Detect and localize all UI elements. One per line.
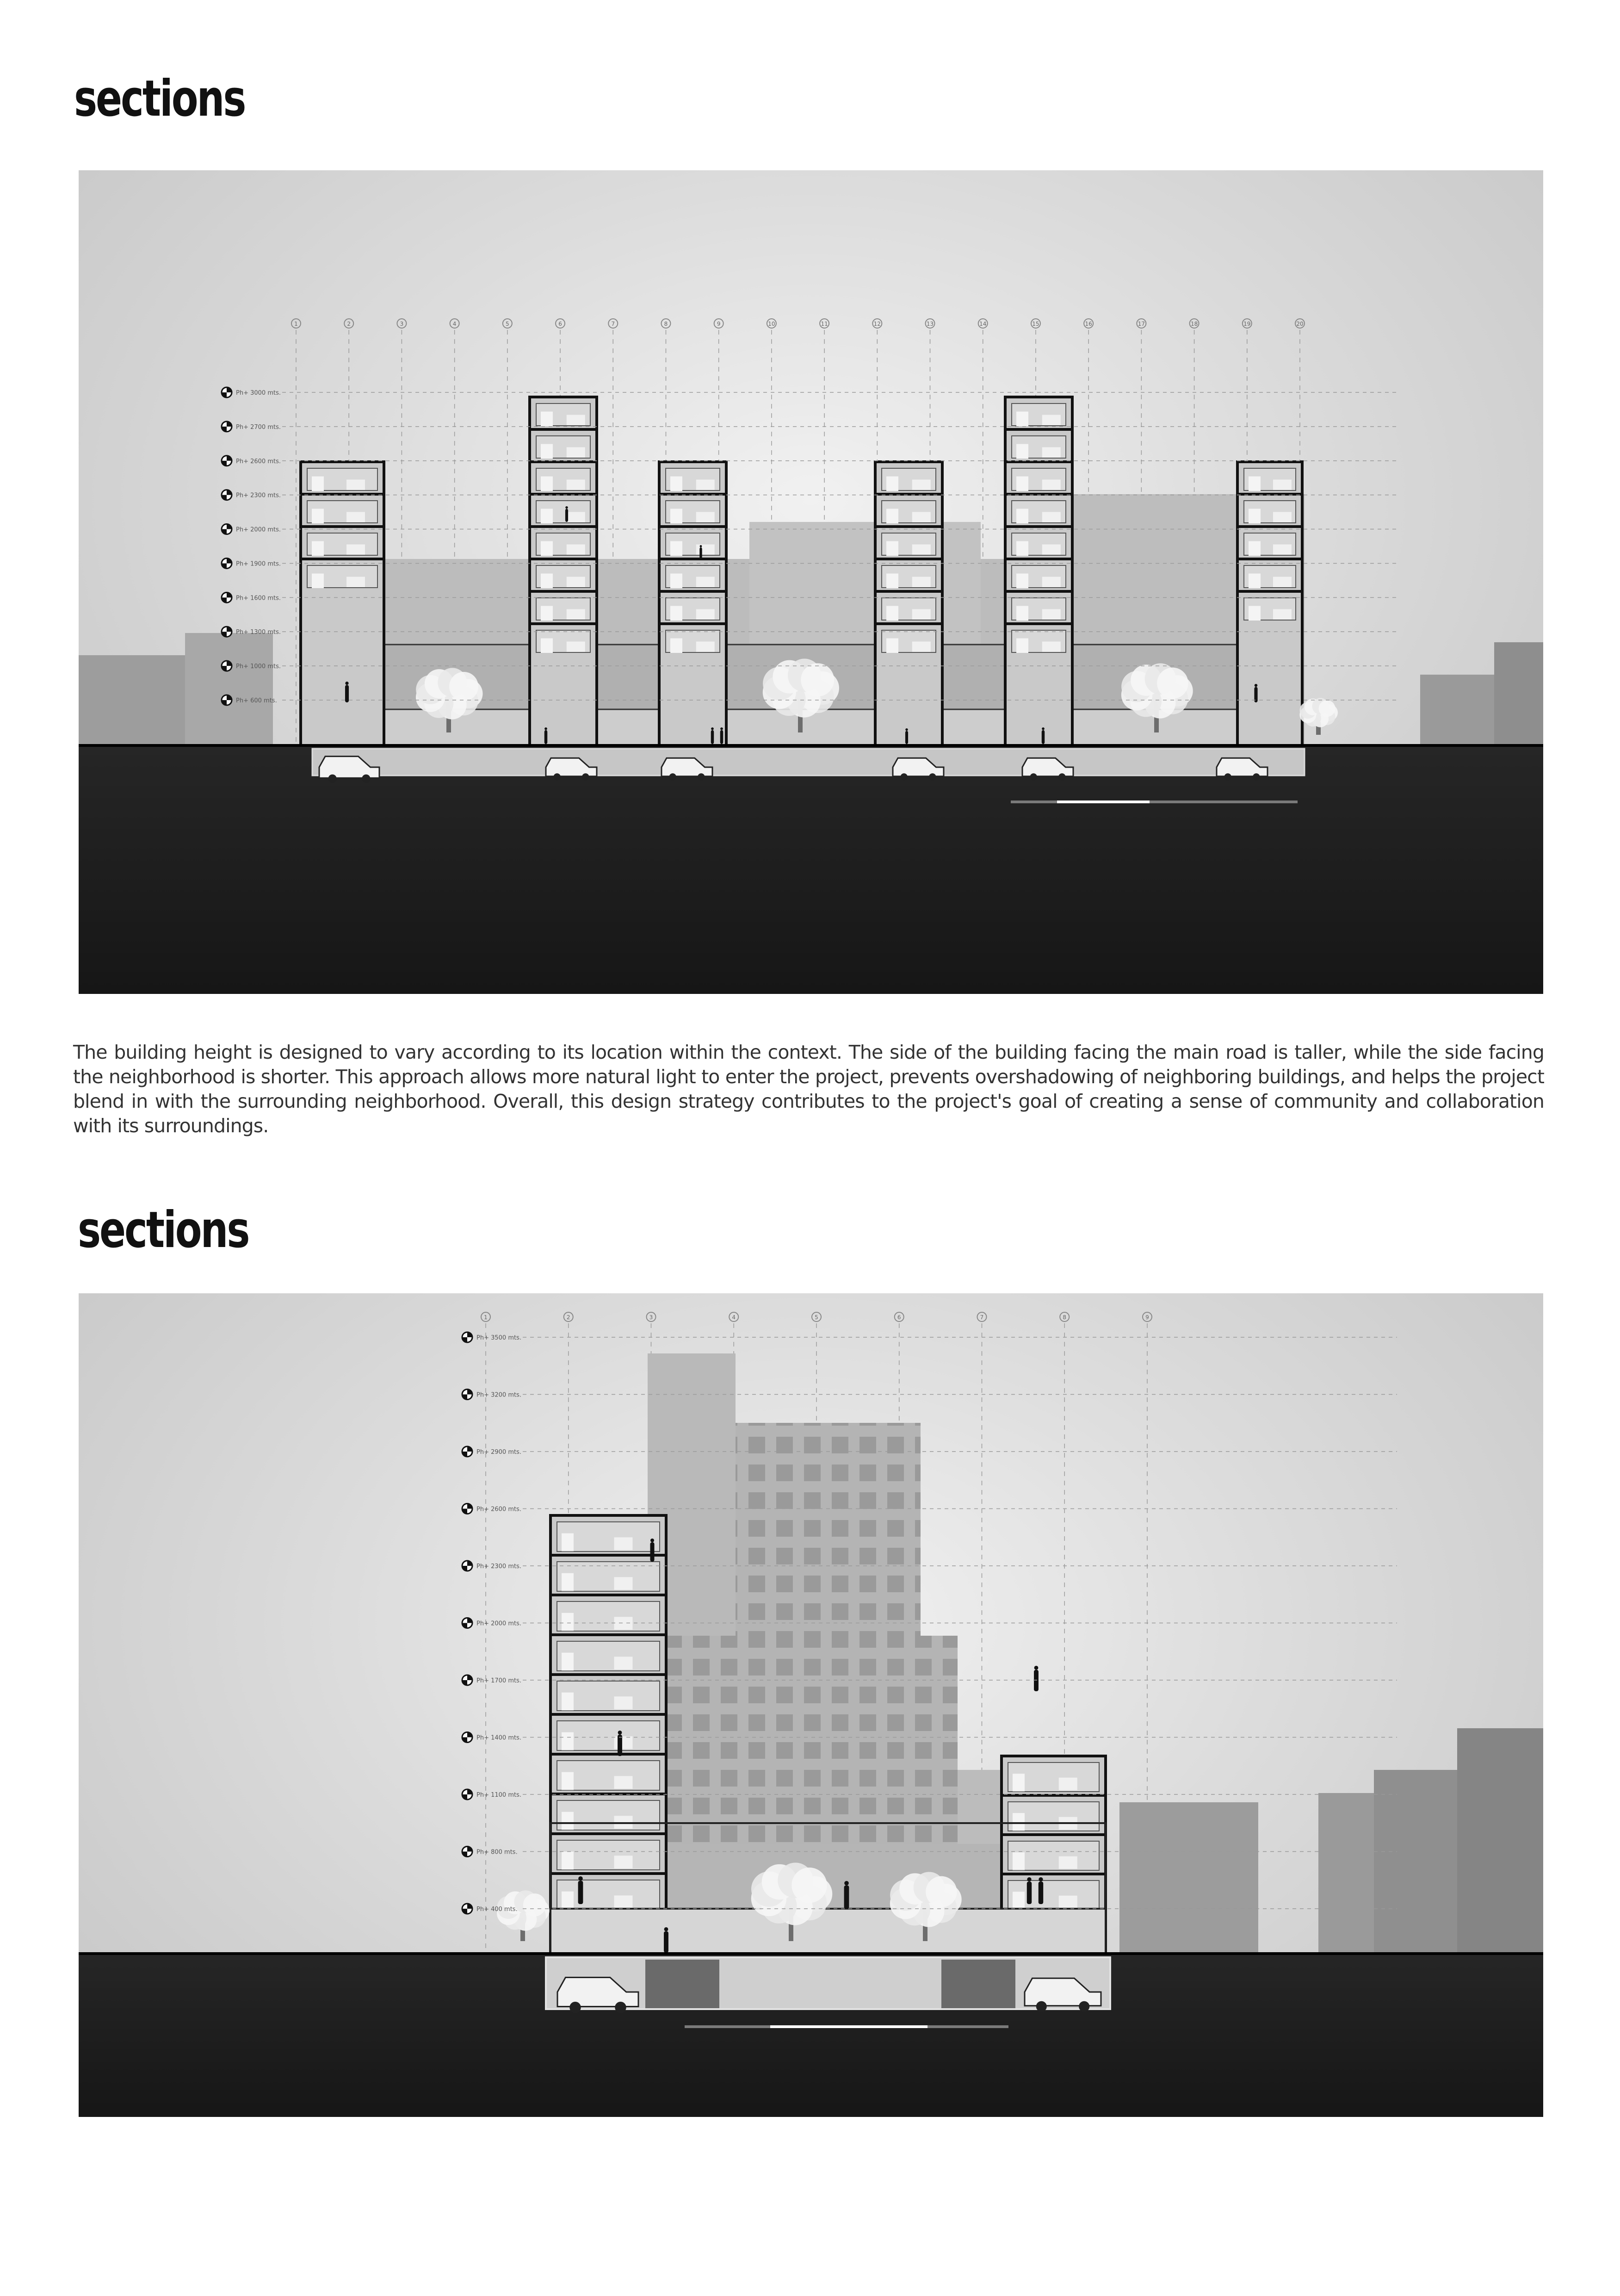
furniture (1016, 509, 1028, 524)
furniture (541, 477, 553, 491)
grid-mark-label: 13 (926, 321, 934, 327)
grid-mark-label: 5 (815, 1314, 818, 1321)
scale-bar-icon (1011, 800, 1298, 803)
furniture (1249, 509, 1261, 524)
person-body (720, 730, 723, 744)
car-wheel (1030, 773, 1037, 780)
grid-mark-label: 12 (873, 321, 881, 327)
grid-mark-label: 9 (1145, 1314, 1149, 1321)
tree-canopy (926, 1876, 957, 1908)
furniture (670, 477, 682, 491)
level-label: Ph+ 800 mts. (476, 1849, 518, 1856)
person-head (700, 545, 702, 547)
furniture (696, 480, 715, 490)
level-marker (462, 1504, 1397, 1514)
grid-mark-label: 3 (649, 1314, 653, 1321)
tree-canopy (449, 672, 478, 701)
furniture (912, 480, 931, 490)
car-wheel (569, 2002, 581, 2013)
furniture (886, 639, 898, 653)
grid-mark-label: 2 (347, 321, 351, 327)
tower-section (875, 462, 942, 745)
person-head (345, 682, 348, 685)
furniture (541, 639, 553, 653)
grid-mark-label: 7 (980, 1314, 984, 1321)
person-head (664, 1927, 668, 1931)
grid-mark-label: 7 (611, 321, 615, 327)
basement-ramp (941, 1960, 1015, 2008)
person-body (578, 1881, 583, 1904)
grid-mark-label: 8 (664, 321, 668, 327)
furniture (1016, 639, 1028, 653)
furniture (1059, 1896, 1077, 1908)
level-label: Ph+ 600 mts. (236, 697, 277, 704)
furniture (696, 577, 715, 587)
tower-section (530, 397, 597, 745)
car-wheel (669, 773, 676, 780)
grid-mark-label: 3 (400, 321, 404, 327)
grid-mark-label: 2 (566, 1314, 570, 1321)
furniture (696, 545, 715, 555)
furniture (670, 509, 682, 524)
person-body (1027, 1881, 1032, 1904)
furniture (346, 512, 365, 522)
level-label: Ph+ 1300 mts. (236, 629, 281, 636)
furniture (670, 639, 682, 653)
furniture (696, 642, 715, 652)
level-marker (222, 387, 1397, 397)
car-wheel (901, 773, 908, 780)
furniture (346, 577, 365, 587)
furniture (312, 477, 324, 491)
back-building-volume (361, 494, 1305, 768)
level-label: Ph+ 2600 mts. (476, 1506, 521, 1513)
furniture (567, 447, 585, 458)
furniture (541, 412, 553, 427)
tower-section (1005, 397, 1072, 745)
furniture (886, 477, 898, 491)
furniture (1016, 606, 1028, 621)
person-body (565, 509, 568, 522)
scale-bar-icon (685, 2025, 1008, 2028)
furniture (1016, 444, 1028, 459)
grid-mark-label: 18 (1190, 321, 1198, 327)
furniture (1042, 609, 1061, 620)
level-label: Ph+ 1900 mts. (236, 560, 281, 568)
furniture (562, 1772, 574, 1790)
basement-box (312, 749, 1305, 776)
car-wheel (1079, 2001, 1089, 2012)
person-head (650, 1539, 654, 1542)
car-wheel (554, 773, 561, 780)
furniture (912, 512, 931, 522)
ground-slab (79, 745, 1543, 994)
person-body (1039, 1881, 1043, 1904)
context-buildings (1119, 1728, 1543, 1954)
furniture (670, 606, 682, 621)
grid-mark-label: 11 (821, 321, 828, 327)
level-marker (222, 456, 1397, 466)
furniture (312, 574, 324, 589)
furniture (1042, 577, 1061, 587)
level-label: Ph+ 1000 mts. (236, 663, 281, 670)
grid-mark-label: 4 (732, 1314, 736, 1321)
tower-section (1237, 462, 1302, 745)
car-wheel (1224, 773, 1231, 780)
tree-canopy (523, 1893, 546, 1917)
furniture (1249, 606, 1261, 621)
furniture (541, 444, 553, 459)
furniture (1013, 1892, 1025, 1909)
furniture (562, 1732, 574, 1750)
level-label: Ph+ 2300 mts. (476, 1563, 521, 1570)
level-label: Ph+ 1700 mts. (476, 1677, 521, 1684)
furniture (670, 574, 682, 589)
grid-mark-label: 5 (506, 321, 509, 327)
furniture (562, 1812, 574, 1830)
furniture (614, 1577, 633, 1590)
grid-mark-label: 16 (1085, 321, 1092, 327)
furniture (562, 1613, 574, 1631)
furniture (614, 1895, 633, 1908)
person-body (699, 547, 702, 559)
person-head (720, 727, 723, 730)
person-head (905, 728, 908, 731)
car-wheel (698, 773, 705, 780)
tree-icon (497, 1890, 550, 1941)
grid-mark-label: 4 (452, 321, 457, 327)
furniture (1042, 512, 1061, 522)
person-body (345, 685, 349, 702)
person-body (1034, 1670, 1039, 1691)
furniture (567, 480, 585, 490)
level-marker (462, 1446, 1397, 1457)
furniture (1042, 642, 1061, 652)
car-wheel (1253, 773, 1260, 780)
level-marker (462, 1332, 1397, 1342)
grid-mark-label: 15 (1032, 321, 1039, 327)
car-wheel (582, 773, 589, 780)
person-body (544, 730, 547, 744)
furniture (312, 541, 324, 556)
furniture (886, 509, 898, 524)
furniture (1013, 1852, 1025, 1870)
level-label: Ph+ 2000 mts. (476, 1620, 521, 1627)
furniture (886, 541, 898, 556)
furniture (912, 609, 931, 620)
furniture (614, 1696, 633, 1709)
person-icon (1034, 1666, 1039, 1691)
grid-mark-label: 1 (294, 321, 298, 327)
furniture (567, 577, 585, 587)
person-body (664, 1931, 668, 1953)
furniture (1016, 477, 1028, 491)
furniture (562, 1852, 574, 1870)
level-label: Ph+ 3000 mts. (236, 390, 281, 397)
tree-canopy (801, 663, 834, 696)
tower-section (550, 1515, 666, 1954)
car-wheel (615, 2002, 626, 2013)
basement-parking (546, 1957, 1110, 2013)
person-head (565, 506, 568, 509)
person-body (844, 1886, 849, 1909)
level-marker (462, 1390, 1397, 1400)
furniture (912, 577, 931, 587)
car-wheel (328, 775, 337, 783)
furniture (912, 545, 931, 555)
car-wheel (362, 775, 370, 783)
grid-mark-label: 1 (484, 1314, 488, 1321)
level-label: Ph+ 3500 mts. (476, 1334, 521, 1341)
section-title-1: sections (74, 70, 245, 128)
section-title-2: sections (78, 1201, 249, 1259)
furniture (567, 415, 585, 425)
person-head (1255, 684, 1257, 687)
level-label: Ph+ 2000 mts. (236, 526, 281, 534)
furniture (912, 642, 931, 652)
section-drawing-2-svg (79, 1293, 1543, 2117)
person-body (1042, 730, 1045, 744)
grid-mark-label: 19 (1243, 321, 1251, 327)
person-head (844, 1881, 849, 1886)
grid-mark-label: 6 (558, 321, 562, 327)
furniture (562, 1892, 574, 1910)
tree-icon (1299, 698, 1338, 735)
level-label: Ph+ 1100 mts. (476, 1792, 521, 1799)
level-label: Ph+ 1400 mts. (476, 1734, 521, 1742)
furniture (1013, 1774, 1025, 1791)
person-body (905, 731, 908, 744)
furniture (562, 1573, 574, 1591)
furniture (614, 1776, 633, 1789)
tree-canopy (791, 1868, 827, 1903)
furniture (886, 574, 898, 589)
furniture (1059, 1778, 1077, 1790)
furniture (312, 509, 324, 524)
description-text: The building height is designed to vary according to its location within the context. The side of the building facing the main road is taller, while the side facing the neighborhood is shorter. This approach allows more natural light to enter the project, prevents overshadowing of neighboring buildings, and helps the project blend in with the surrounding neighborhood. Overall, this design strategy contributes to the project's goal of creating a sense of community and collaboration with its surroundings. (73, 1041, 1544, 1137)
furniture (567, 609, 585, 620)
furniture (541, 509, 553, 524)
person-body (618, 1735, 622, 1756)
level-label: Ph+ 1600 mts. (236, 595, 281, 602)
level-marker (222, 422, 1397, 432)
furniture (1273, 480, 1292, 490)
furniture (696, 512, 715, 522)
furniture (1273, 512, 1292, 522)
furniture (567, 545, 585, 555)
furniture (541, 541, 553, 556)
furniture (562, 1693, 574, 1711)
ground-floor (550, 1909, 1106, 1954)
grid-mark-label: 14 (979, 321, 987, 327)
tree-canopy (1157, 668, 1188, 699)
furniture (1016, 412, 1028, 427)
furniture (567, 642, 585, 652)
grid-mark-label: 6 (897, 1314, 901, 1321)
furniture (1273, 609, 1292, 620)
furniture (614, 1736, 633, 1749)
person-body (650, 1542, 655, 1562)
furniture (1273, 577, 1292, 587)
furniture (1042, 447, 1061, 458)
level-label: Ph+ 2600 mts. (236, 458, 281, 465)
person-body (711, 730, 714, 744)
furniture (1042, 545, 1061, 555)
tree-canopy (1319, 700, 1336, 717)
furniture (1249, 477, 1261, 491)
furniture (696, 609, 715, 620)
furniture (346, 545, 365, 555)
furniture (567, 512, 585, 522)
person-head (711, 727, 714, 730)
furniture (346, 480, 365, 490)
car-wheel (929, 773, 936, 780)
tower-section (301, 462, 384, 745)
car-wheel (1058, 773, 1065, 780)
furniture (1016, 574, 1028, 589)
furniture (1013, 1813, 1025, 1831)
tower-section (659, 462, 726, 745)
grid-mark-label: 9 (717, 321, 721, 327)
furniture (562, 1653, 574, 1671)
grid-mark-label: 8 (1063, 1314, 1067, 1321)
furniture (614, 1537, 633, 1550)
level-label: Ph+ 2700 mts. (236, 423, 281, 431)
furniture (614, 1855, 633, 1868)
furniture (1249, 574, 1261, 589)
furniture (1042, 415, 1061, 425)
person-head (1034, 1666, 1039, 1670)
level-label: Ph+ 3200 mts. (476, 1391, 521, 1399)
level-label: Ph+ 2900 mts. (476, 1449, 521, 1456)
person-head (544, 727, 547, 730)
grid-mark-label: 20 (1296, 321, 1304, 327)
furniture (1249, 541, 1261, 556)
grid-mark-label: 17 (1138, 321, 1145, 327)
furniture (614, 1657, 633, 1669)
person-head (618, 1731, 622, 1735)
person-head (1027, 1877, 1031, 1881)
furniture (670, 541, 682, 556)
person-head (1039, 1877, 1043, 1881)
furniture (541, 574, 553, 589)
person-head (1042, 727, 1045, 730)
level-label: Ph+ 400 mts. (476, 1906, 518, 1913)
basement-ramp (645, 1960, 719, 2008)
furniture (562, 1533, 574, 1551)
grid-mark-label: 10 (768, 321, 775, 327)
person-head (578, 1876, 583, 1881)
furniture (1273, 545, 1292, 555)
level-label: Ph+ 2300 mts. (236, 492, 281, 499)
furniture (1059, 1856, 1077, 1869)
furniture (1042, 480, 1061, 490)
furniture (886, 606, 898, 621)
furniture (541, 606, 553, 621)
section-drawing-1-svg (79, 170, 1543, 994)
section-drawing-2 (79, 1293, 1543, 2117)
section-drawing-1 (79, 170, 1543, 994)
car-wheel (1036, 2001, 1047, 2012)
furniture (1016, 541, 1028, 556)
